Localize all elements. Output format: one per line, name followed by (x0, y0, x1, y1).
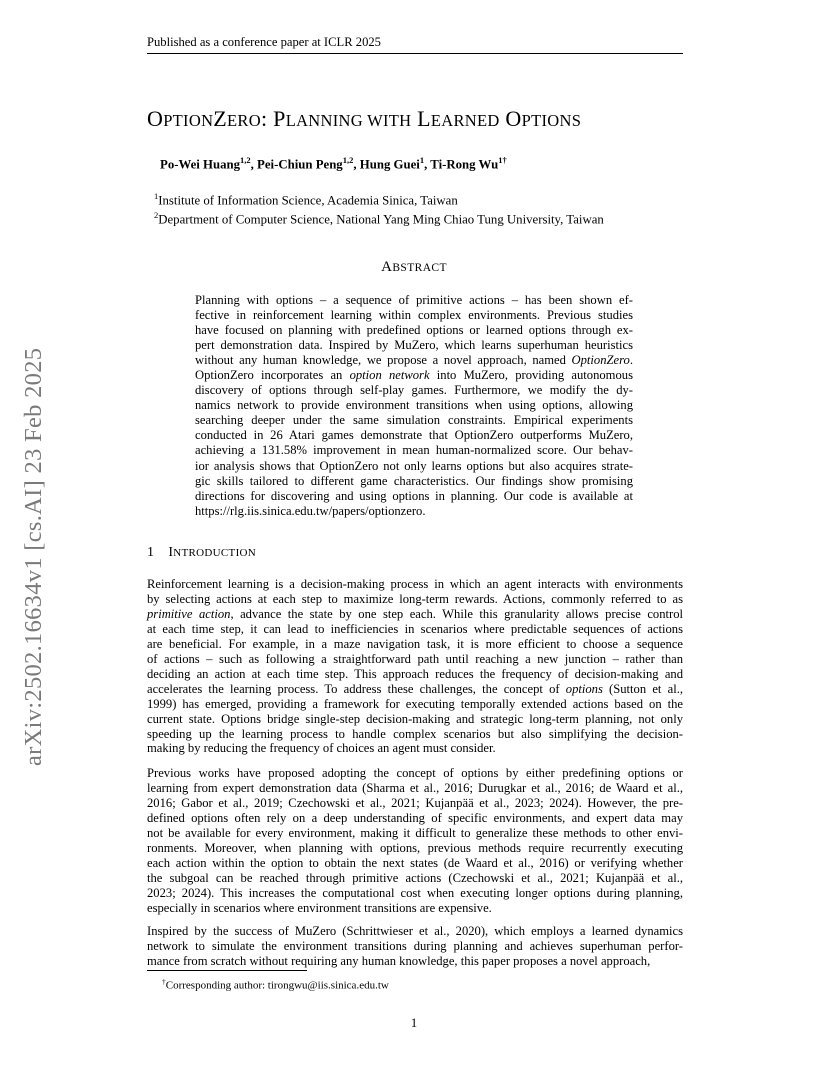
text-line: the subgoal can be reached through primitive actions (Czechowski et al., 2021; Kujanpää et al., (147, 870, 683, 885)
text-line: mance from scratch without requiring any human knowledge, this paper proposes a novel approach, (147, 953, 651, 968)
text-line: Previous works have proposed adopting the concept of options by either predefining options or (147, 766, 683, 780)
text-line: defined options often rely on a deep understanding of specific environments, and expert data may (147, 810, 683, 825)
text-line: making by reducing the frequency of choices an agent must consider. (147, 741, 496, 756)
text-line: especially in scenarios where environment transitions are expensive. (147, 900, 492, 915)
text-line: without any human knowledge, we propose a novel approach, named OptionZero. (195, 353, 633, 368)
text-line: namics network to provide environment transitions when using options, allowing (195, 398, 633, 413)
text-line: speeding up the learning process to handle complex scenarios but also simplifying the decision- (147, 726, 683, 741)
text-line: 2016; Gabor et al., 2019; Czechowski et al., 2021; Kujanpää et al., 2023; 2024). However, the pre- (147, 795, 683, 810)
arxiv-stamp: arXiv:2502.16634v1 [cs.AI] 23 Feb 2025 (20, 347, 47, 766)
author-name: Pei-Chiun Peng (257, 157, 343, 172)
text-line: deciding an action at each time step. This approach reduces the frequency of decision-making and (147, 666, 683, 681)
author-name: Hung Guei (359, 157, 420, 172)
text-line: fective in reinforcement learning within complex environments. Previous studies (195, 308, 633, 323)
page-number: 1 (410, 1016, 418, 1030)
affiliations (154, 189, 604, 228)
text-line: by selecting actions at each step to maximize long-term rewards. Actions, commonly referred to as (147, 591, 683, 606)
text-line: each action within the option to obtain the next states (de Waard et al., 2016) or verifying whether (147, 855, 683, 870)
footnote-rule (147, 970, 307, 971)
text-line: network to simulate the environment transitions during planning and achieves superhuman perfor- (147, 938, 683, 953)
text-line: Planning with options – a sequence of primitive actions – has been shown ef- (195, 293, 633, 307)
author-name: Po-Wei Huang (160, 157, 240, 172)
text-line: ior analysis shows that OptionZero not only learns options but also acquires strate- (195, 458, 633, 473)
text-line: pert demonstration data. Inspired by MuZero, which learns superhuman heuristics (195, 338, 633, 353)
text-line: achieving a 131.58% improvement in mean human-normalized score. Our behav- (195, 443, 633, 458)
text-line: current state. Options bridge single-step decision-making and strategic long-term planning, not only (147, 711, 683, 726)
text-line: discovery of options through self-play games. Furthermore, we modify the dy- (195, 383, 633, 398)
text-line: OptionZero incorporates an option network into MuZero, providing autonomous (195, 368, 633, 383)
text-line: conducted in 26 Atari games demonstrate that OptionZero outperforms MuZero, (195, 428, 633, 443)
affiliation-line: $^1$Institute of Information Science, Academia Sinica, Taiwan (154, 191, 458, 208)
text-line: primitive action, advance the state by one step each. While this granularity allows precise control (147, 606, 683, 621)
intro-paragraph-1 (147, 577, 683, 756)
running-header: Published as a conference paper at ICLR 2025 (147, 35, 683, 54)
text-line: accelerates the learning process. To address these challenges, the concept of options (Sutton et al., (147, 681, 683, 696)
paper-title: OPTIONZERO: PLANNING WITH LEARNED OPTIONS (147, 106, 582, 131)
footnote: †Corresponding author: tirongwu@iis.sinica.edu.tw (162, 977, 389, 992)
text-line: at each time step, it can lead to inefficiencies in scenarios where predictable sequences of actions (147, 621, 683, 636)
intro-paragraph-3 (147, 924, 683, 969)
text-line: gic skills tailored to different game characteristics. Our findings show promising (195, 473, 633, 488)
text-line: are beneficial. For example, in a maze navigation task, it is more efficient to choose a sequence (147, 636, 683, 651)
intro-paragraph-2 (147, 766, 683, 916)
text-line: ronments. Moreover, when planning with options, previous methods require recurrently executing (147, 840, 683, 855)
author-name: Ti-Rong Wu (430, 157, 499, 172)
author-list: Po-Wei Huang$^{1,2}$, Pei-Chiun Peng$^{1,2}$, Hung Guei$^1$, Ti-Rong $Wu^{1\dagger}$ (160, 155, 507, 172)
text-line: learning from expert demonstration data (Sharma et al., 2016; Durugkar et al., 2016; de Waard et al., (147, 780, 683, 795)
abstract-body (195, 293, 633, 519)
text-line: Reinforcement learning is a decision-making process in which an agent interacts with environments (147, 577, 683, 591)
text-line: 1999) has emerged, providing a framework for executing temporally extended actions based on the (147, 696, 683, 711)
abstract-heading: ABSTRACT (381, 259, 447, 275)
affiliation-line: $^2$Department of Computer Science, National Yang Ming Chiao Tung University, Taiwan (154, 210, 604, 227)
text-line: Inspired by the success of MuZero (Schrittwieser et al., 2020), which employs a learned dynamics (147, 924, 683, 938)
text-line: 2023; 2024). This increases the computational cost when executing longer options during planning, (147, 885, 683, 900)
text-line: of actions – such as following a straightforward path until reaching a new junction – rather than (147, 651, 683, 666)
text-line: searching deeper under the same simulation constraints. Empirical experiments (195, 413, 633, 428)
text-line: not be available for every environment, making it difficult to generalize these methods to other envi- (147, 825, 683, 840)
text-line: https://rlg.iis.sinica.edu.tw/papers/optionzero. (195, 503, 426, 518)
section-heading-introduction: 1 INTRODUCTION (147, 545, 257, 560)
text-line: have focused on planning with predefined options or learned options through ex- (195, 323, 633, 338)
text-line: directions for discovering and using options in planning. Our code is available at (195, 488, 633, 503)
